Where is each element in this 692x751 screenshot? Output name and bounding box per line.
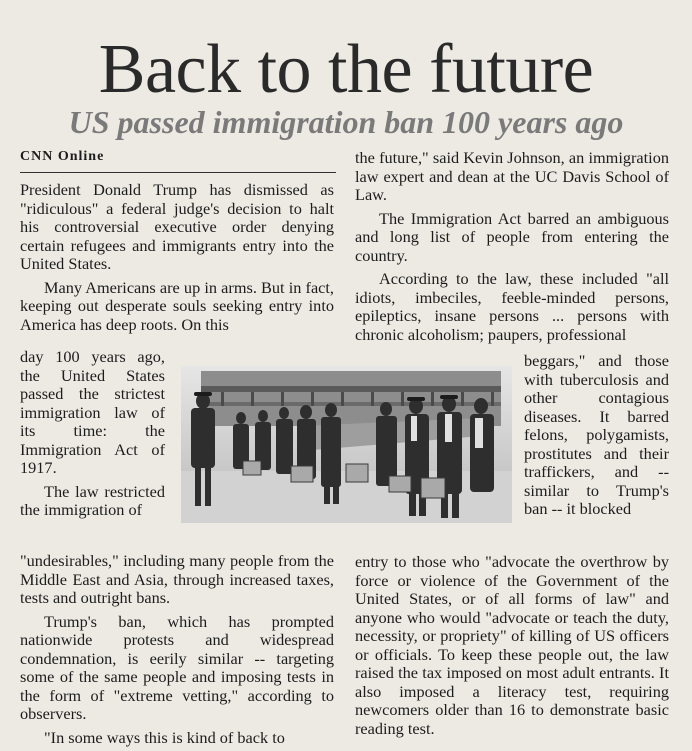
paragraph: entry to those who "advocate the overthrow by force or violence of the Government of the United States, or of all forms of law" and anyone who would "advocate or teach the duty, necessity, or propriety" of killing of US officers or officials. To keep these people out, the law raised the tax imposed on most adult entrants. It also imposed a literacy test, requiring newcomers older than 16 to demonstrate basic reading test. [355,552,669,738]
paragraph: the future," said Kevin Johnson, an immigration law expert and dean at the UC Davis School of Law. [355,148,669,204]
paragraph: day 100 years ago, the United States passed the strictest immigration law of its time: the Immigration Act of 1917. [20,347,165,477]
paragraph: The law restricted the immigration of [20,481,165,519]
paragraph: The Immigration Act barred an ambiguous and long list of people from entering the country. [355,208,669,265]
right-narrow-column [524,352,669,519]
headline: Back to the future [98,31,594,108]
subheadline: US passed immigration ban 100 years ago [68,104,624,140]
paragraph: "undesirables," including many people from the Middle East and Asia, through increased taxes, tests and outright bans. [20,551,334,607]
historic-immigrants-photo [181,366,512,523]
paragraph: According to the law, these included "all idiots, imbeciles, feeble-minded persons, epileptics, insane persons ... persons with chronic alcoholism; paupers, professional [355,269,669,344]
left-column-top [20,181,334,334]
photo-illustration [181,366,512,523]
paragraph: Many Americans are up in arms. But in fact, keeping out desperate souls seeking entry into America has deep roots. On this [20,277,334,334]
paragraph: "In some ways this is kind of back to [44,727,285,747]
left-column-bottom [20,552,334,747]
paragraph: President Donald Trump has dismissed as "ridiculous" a federal judge's decision to halt his controversial executive order denying certain refugees and immigrants entry into the United States. [20,180,334,273]
left-narrow-column [20,348,165,520]
byline: CNN Online [20,149,105,164]
paragraph: beggars," and those with tuberculosis and other contagious diseases. It barred felons, polygamists, prostitutes and their traffickers, and -- similar to Trump's ban -- it blocked [524,351,669,518]
byline-rule [20,172,336,173]
right-column-top [355,149,669,344]
right-column-bottom [355,553,669,738]
paragraph: Trump's ban, which has prompted nationwide protests and widespread condemnation, is eerily similar -- targeting some of the same people and imposing tests in the form of "extreme vetting," according to observers. [20,611,334,723]
